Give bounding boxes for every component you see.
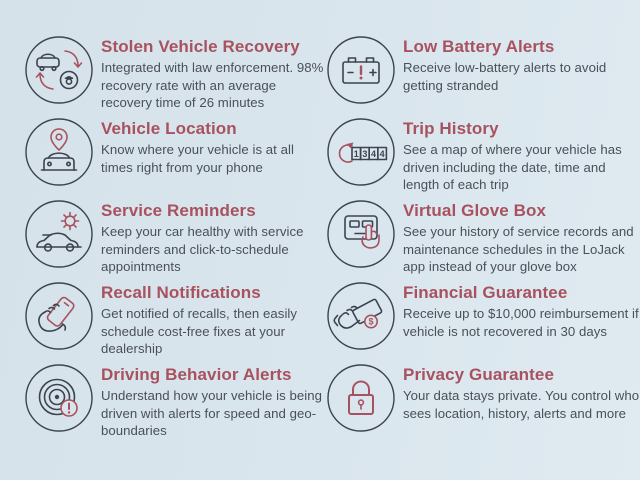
svg-text:3: 3 — [362, 149, 368, 159]
feature-title: Low Battery Alerts — [403, 37, 555, 56]
recall-notifications-icon — [24, 281, 94, 356]
feature-description: Receive low-battery alerts to avoid getting stranded — [403, 60, 607, 93]
feature-text — [101, 362, 326, 440]
feature-text — [101, 34, 326, 112]
feature-description: Understand how your vehicle is being driven with alerts for speed and geo-boundaries — [101, 388, 322, 439]
svg-text:4: 4 — [379, 149, 385, 159]
feature-text — [403, 198, 640, 276]
feature-virtual-glove-box — [326, 198, 640, 280]
feature-title: Virtual Glove Box — [403, 201, 547, 220]
feature-description: See a map of where your vehicle has driven including the date, time and length of each trip — [403, 142, 622, 193]
feature-description: Your data stays private. You control who sees location, history, alerts and more — [403, 388, 640, 421]
feature-financial-guarantee — [326, 280, 640, 362]
feature-low-battery-alerts — [326, 34, 640, 116]
feature-title: Recall Notifications — [101, 283, 261, 302]
feature-description: Integrated with law enforcement. 98% recovery rate with an average recovery time of 26 minutes — [101, 60, 324, 111]
feature-vehicle-location — [24, 116, 326, 198]
feature-title: Stolen Vehicle Recovery — [101, 37, 300, 56]
feature-driving-behavior-alerts — [24, 362, 326, 444]
service-reminders-icon — [24, 199, 94, 274]
feature-text — [101, 116, 326, 176]
feature-title: Financial Guarantee — [403, 283, 568, 302]
feature-recall-notifications — [24, 280, 326, 362]
vehicle-location-icon — [24, 117, 94, 192]
feature-title: Privacy Guarantee — [403, 365, 555, 384]
virtual-glove-box-icon — [326, 199, 396, 274]
feature-text — [403, 280, 640, 340]
feature-description: Know where your vehicle is at all times right from your phone — [101, 142, 294, 175]
feature-text — [403, 34, 640, 94]
feature-text — [101, 280, 326, 358]
feature-column-right — [326, 34, 640, 444]
feature-description: Get notified of recalls, then easily schedule cost-free fixes at your dealership — [101, 306, 298, 357]
feature-privacy-guarantee — [326, 362, 640, 444]
feature-title: Service Reminders — [101, 201, 256, 220]
financial-guarantee-icon — [326, 281, 396, 356]
svg-text:4: 4 — [370, 149, 377, 159]
trip-history-icon — [326, 117, 396, 192]
svg-text:1: 1 — [353, 149, 359, 159]
driving-behavior-alerts-icon — [24, 363, 94, 438]
feature-service-reminders — [24, 198, 326, 280]
feature-stolen-vehicle-recovery — [24, 34, 326, 116]
svg-text:$: $ — [368, 316, 374, 327]
feature-column-left — [24, 34, 326, 444]
stolen-vehicle-recovery-icon — [24, 35, 94, 110]
feature-title: Trip History — [403, 119, 499, 138]
feature-description: Keep your car healthy with service reminders and click-to-schedule appointments — [101, 224, 304, 275]
feature-description: Receive up to $10,000 reimbursement if vehicle is not recovered in 30 days — [403, 306, 639, 339]
low-battery-alerts-icon — [326, 35, 396, 110]
feature-trip-history — [326, 116, 640, 198]
privacy-guarantee-icon — [326, 363, 396, 438]
feature-text — [403, 116, 640, 194]
feature-title: Driving Behavior Alerts — [101, 365, 292, 384]
feature-text — [101, 198, 326, 276]
feature-title: Vehicle Location — [101, 119, 237, 138]
feature-description: See your history of service records and maintenance schedules in the LoJack app instead of your glove box — [403, 224, 634, 275]
feature-text — [403, 362, 640, 422]
